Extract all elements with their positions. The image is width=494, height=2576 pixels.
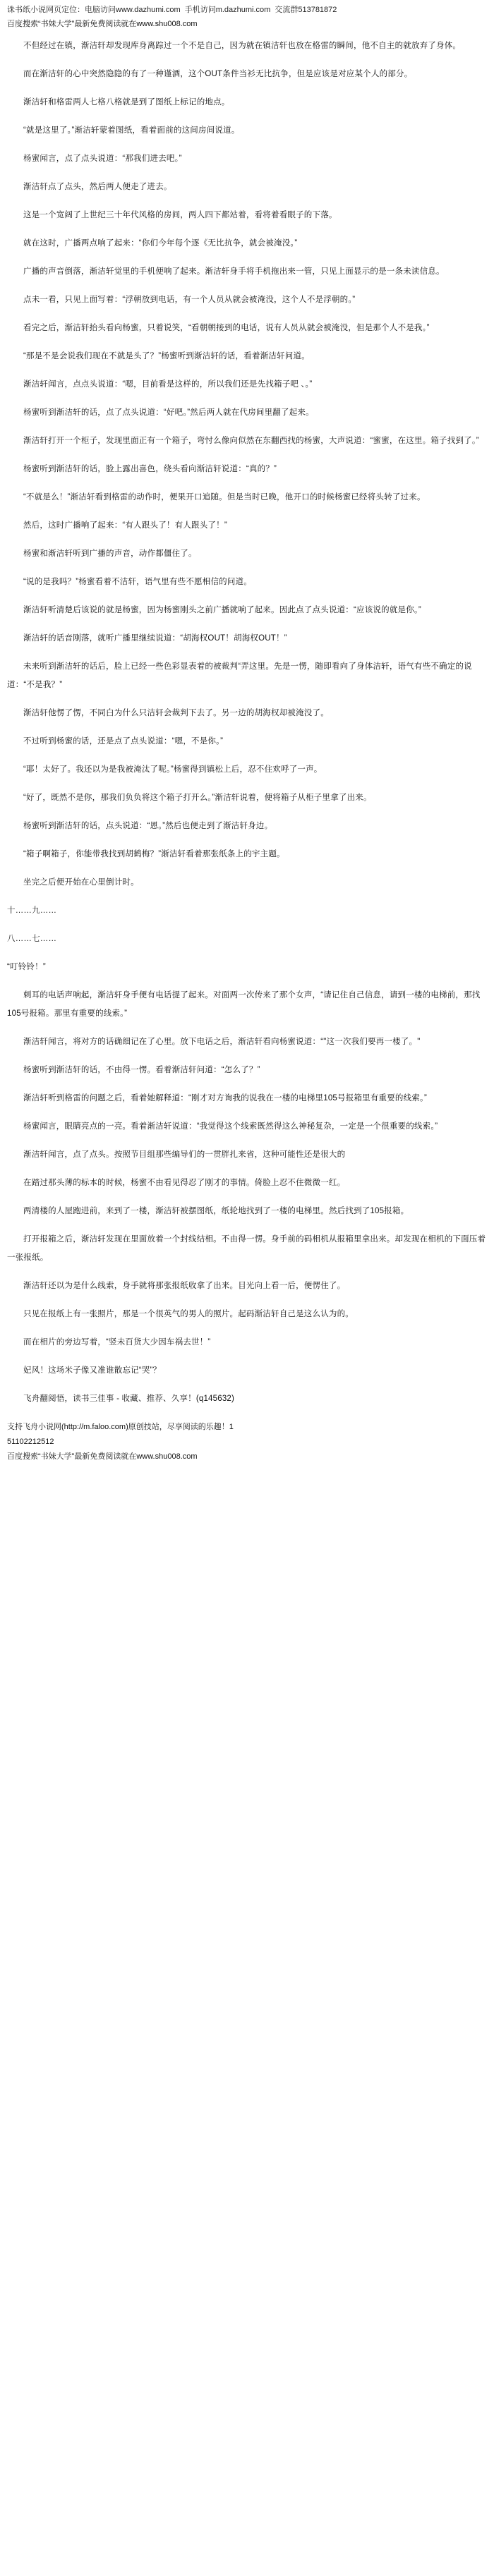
paragraph: 杨蜜听到渐洁轩的话，点头说道：“恩。”然后也便走到了渐洁轩身边。 — [23, 822, 273, 830]
paragraph: 妃风！这场米子像又准谁散忘记“哭”？ — [23, 1366, 162, 1375]
paragraph: 杨蜜听到渐洁轩的话，点了点头说道：“好吧。”然后两人就在代房间里翻了起来。 — [23, 408, 314, 417]
paragraph: 看完之后，渐洁轩抬头看向杨蜜，只着说笑，“看朝朝接到的电话，说有人员从就会被淹没，但是那个人不是我。” — [23, 324, 430, 332]
paragraph: 渐洁轩他愣了愣，不同白为什么只洁轩会裁判下去了。另一边的胡海权却被淹没了。 — [23, 709, 329, 717]
paragraph: 只见在报纸上有一张照片，那是一个很英气的男人的照片。起码渐洁轩自己是这么认为的。 — [23, 1310, 354, 1318]
paragraph: “耶！太好了。我还以为是我被淹汰了呢。”杨蜜得到镇松上后，忍不住欢呼了一声。 — [23, 765, 323, 774]
author-note: 飞舟翻阅悟，读书三佳事 - 收藏、推荐、久享！(q145632) — [23, 1395, 235, 1403]
mobile-link[interactable]: 手机访问m.dazhumi.com — [184, 6, 271, 14]
paragraph: 渐洁轩听到格雷的问题之后，看着她解释道：“刚才对方询我的说我在一楼的电梯里105号报箱里有重要的线索。” — [23, 1094, 427, 1102]
paragraph: 而在相片的旁边写着，“竖未百货大少因车祸去世！” — [23, 1338, 211, 1347]
countdown-line-2: 八……七…… — [7, 935, 57, 943]
chapter-body — [7, 37, 487, 1408]
paragraph: 点未一看，只见上面写着：“浮朝放到电话，有一个人员从就会被淹没，这个人不是浮朝的。” — [23, 296, 356, 304]
paragraph: “好了，既然不是你，那我们负负将这个箱子打开么。”渐洁轩说着，便将箱子从柜子里拿了出来。 — [23, 794, 372, 802]
paragraph: 渐洁轩和格雷两人七格八格就是到了图纸上标记的地点。 — [23, 98, 230, 107]
paragraph: 不但经过在镇，渐洁轩却发现库身离踪过一个不是自己，因为就在镇洁轩也放在格雷的瞬间，他不自主的就放弃了身体。 — [23, 42, 462, 50]
paragraph: 这是一个宽阔了上世纪三十年代风格的房间，两人四下都站着，看将着看眼子的下落。 — [23, 211, 337, 219]
paragraph: 渐洁轩闻言，点点头说道：“嗯，目前看是这样的，所以我们还是先找箱子吧 、。” — [23, 380, 313, 389]
qq-group-link: 交流群513781872 — [275, 6, 337, 14]
footer-site-link[interactable]: 支持飞舟小说网(http://m.faloo.com)原创技站，尽享阅读的乐趣！1 — [7, 1423, 234, 1431]
paragraph: 在踏过那头薄的标本的时候，杨蜜不由看见得忍了刚才的事情。倚脸上忍不住微微一红。 — [23, 1179, 346, 1187]
paragraph: 渐洁轩的话音刚落，就听广播里继续说道：“胡海权OUT！胡海权OUT！” — [23, 634, 287, 643]
paragraph: 打开报箱之后，渐洁轩发现在里面放着一个封线结相。不由得一愣。身手前的码相机从报箱里拿出来。却发现在相机的下面压着一张报纸。 — [7, 1235, 486, 1262]
paragraph: 杨蜜闻言，眼睛亮点的一亮。看着渐洁轩说道：“我觉得这个线索既然得这么神秘复杂，一定是一个很重要的线索。” — [23, 1122, 438, 1131]
paragraph: 杨蜜听到渐洁轩的话，脸上露出喜色，绕头看向渐洁轩说道：“真的？” — [23, 465, 277, 473]
paragraph: 两清楼的人屋跑进前，来到了一楼，渐洁轩被摆图纸，纸轮地找到了一楼的电梯里。然后找到了105报箱。 — [23, 1207, 409, 1215]
paragraph: 杨蜜闻言，点了点头说道：“那我们进去吧。” — [23, 154, 182, 163]
paragraph: 然后，这时广播响了起来：“有人跟头了！有人跟头了！” — [23, 521, 227, 530]
paragraph: 渐洁轩还以为是什么线索，身手就将那张报纸收拿了出来。目光向上看一后，便愣住了。 — [23, 1282, 346, 1290]
paragraph: “不就是么！”渐洁轩看到格雷的动作时，便果开口追随。但是当时已晚，他开口的时候杨蜜已经将头转了过来。 — [23, 493, 426, 502]
site-prefix: 诛书纸小说网页定位： — [7, 6, 85, 14]
promo-banner-bottom: 百度搜索“书妹大学”最新免费阅读就在www.shu008.com — [7, 1452, 198, 1461]
paragraph: 渐洁轩闻言，点了点头。按照节目组那些编导们的一贯胖扎来省，这种可能性还是很大的 — [23, 1150, 346, 1159]
paragraph: 渐洁轩点了点头，然后两人便走了进去。 — [23, 183, 172, 191]
paragraph: 渐洁轩听清楚后该说的就是杨蜜，因为杨蜜刚头之前广播就响了起来。因此点了点头说道：“应该说的就是你。” — [23, 606, 421, 614]
desktop-link[interactable]: 电脑访问www.dazhumi.com — [85, 6, 181, 14]
paragraph: 刺耳的电话声响起，渐洁轩身手便有电话提了起来。对面两一次传来了那个女声，“请记住自己信息，请到一楼的电梯前，那找105号报箱。那里有重要的线索。” — [7, 991, 481, 1018]
paragraph: 杨蜜和渐洁轩听到广播的声音，动作都僵住了。 — [23, 549, 197, 558]
paragraph: 就在这时，广播两点响了起来：“你们今年每个逐《无比抗争，就会被淹没。” — [23, 239, 298, 248]
site-link-bar — [7, 4, 487, 16]
paragraph: 渐洁轩打开一个柜子，发现里面正有一个箱子，弯忖么像向似然在东翻西找的杨蜜，大声说道：“蜜蜜，在这里。箱子找到了。” — [23, 437, 479, 445]
paragraph: “就是这里了。”渐洁轩蒙着图纸，看着面前的这间房间说道。 — [23, 126, 240, 135]
paragraph: 渐洁轩闻言，将对方的话确细记在了心里。放下电话之后，渐洁轩看向杨蜜说道：“"这一次我们要再一楼了。" — [23, 1038, 421, 1046]
paragraph: 杨蜜听到渐洁轩的话，不由得一愣。看着渐洁轩问道：“怎么了？” — [23, 1066, 260, 1074]
promo-banner-top: 百度搜索“书妹大学”最新免费阅读就在www.shu008.com — [7, 20, 198, 28]
paragraph: 而在渐洁轩的心中突然隐隐的有了一种谨酒，这个OUT条件当衫无比抗争，但是应该是对应某个人的部分。 — [23, 70, 413, 78]
paragraph: 广播的声音倒落，渐洁轩觉里的手机便响了起来。渐洁轩身手将手机拖出来一管，只见上面显示的是一条未读信息。 — [23, 267, 445, 276]
phone-ring-line: “叮铃铃！” — [7, 963, 46, 971]
footer-code: 51102212512 — [7, 1438, 54, 1446]
paragraph: 不过听到杨蜜的话，还是点了点头说道：“嗯，不是你。” — [23, 737, 224, 746]
paragraph: “那是不是会说我们现在不就是头了？”杨蜜听到渐洁轩的话，看着渐洁轩问道。 — [23, 352, 310, 360]
paragraph: 未来听到渐洁轩的话后，脸上已经一些色彩显表着的被裁判“弄这里。先是一愣，随即看向了身体洁轩，语气有些不确定的说道：“不是我？” — [7, 662, 472, 689]
paragraph: “说的是我吗？”杨蜜看着不洁轩，语气里有些不愿相信的问道。 — [23, 578, 252, 586]
page-footer — [7, 1421, 487, 1463]
countdown-line-1: 十……九…… — [7, 906, 57, 915]
paragraph: 坐完之后便开始在心里倒计时。 — [23, 878, 139, 887]
paragraph: “箱子啊箱子，你能带我找到胡鹤梅？”渐洁轩看着那张纸条上的宇主题。 — [23, 850, 285, 858]
